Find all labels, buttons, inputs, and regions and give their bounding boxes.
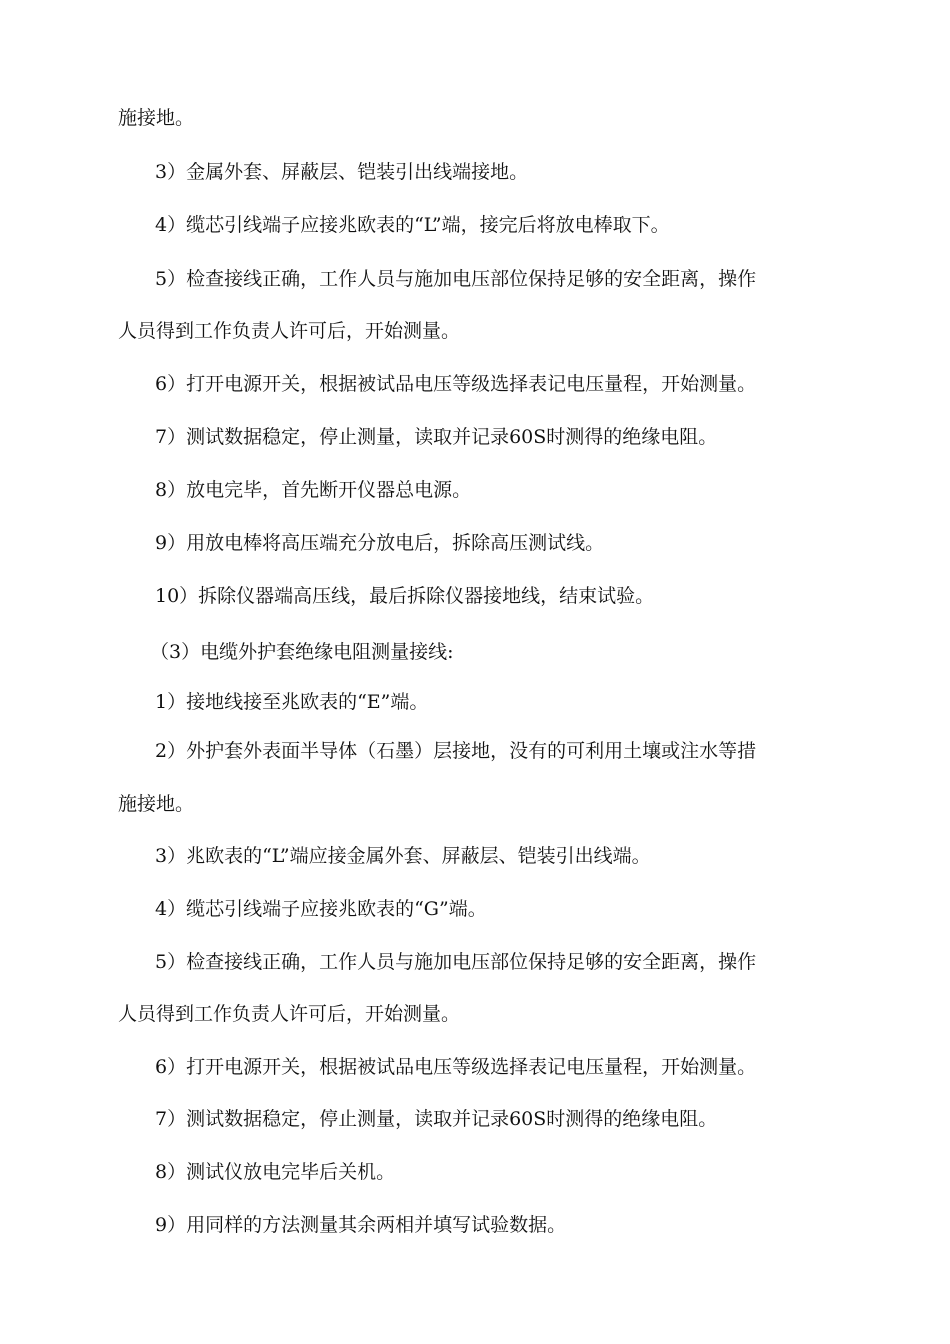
section-heading: （3）电缆外护套绝缘电阻测量接线: xyxy=(150,641,454,663)
paragraph-line: 4）缆芯引线端子应接兆欧表的“G”端。 xyxy=(155,898,487,920)
paragraph-line: 5）检查接线正确，工作人员与施加电压部位保持足够的安全距离，操作 xyxy=(155,268,757,290)
paragraph-line: 1）接地线接至兆欧表的“E”端。 xyxy=(155,691,429,713)
paragraph-line: 8）测试仪放电完毕后关机。 xyxy=(155,1161,396,1183)
paragraph-line: 6）打开电源开关，根据被试品电压等级选择表记电压量程，开始测量。 xyxy=(155,1056,757,1078)
paragraph-line: 施接地。 xyxy=(118,793,195,815)
paragraph-line: 人员得到工作负责人许可后，开始测量。 xyxy=(118,320,461,342)
paragraph-line: 7）测试数据稳定，停止测量，读取并记录60S时测得的绝缘电阻。 xyxy=(155,1108,718,1130)
paragraph-line: 10）拆除仪器端高压线，最后拆除仪器接地线，结束试验。 xyxy=(155,585,655,607)
paragraph-line: 7）测试数据稳定，停止测量，读取并记录60S时测得的绝缘电阻。 xyxy=(155,426,718,448)
paragraph-line: 4）缆芯引线端子应接兆欧表的“L”端，接完后将放电棒取下。 xyxy=(155,214,670,236)
paragraph-line: 8）放电完毕，首先断开仪器总电源。 xyxy=(155,479,472,501)
paragraph-line: 人员得到工作负责人许可后，开始测量。 xyxy=(118,1003,461,1025)
paragraph-line: 3）金属外套、屏蔽层、铠装引出线端接地。 xyxy=(155,161,529,183)
paragraph-line: 3）兆欧表的“L”端应接金属外套、屏蔽层、铠装引出线端。 xyxy=(155,845,651,867)
paragraph-line: 9）用放电棒将高压端充分放电后，拆除高压测试线。 xyxy=(155,532,605,554)
paragraph-line: 5）检查接线正确，工作人员与施加电压部位保持足够的安全距离，操作 xyxy=(155,951,757,973)
paragraph-line: 施接地。 xyxy=(118,107,195,129)
paragraph-line: 2）外护套外表面半导体（石墨）层接地，没有的可利用土壤或注水等措 xyxy=(155,740,757,762)
paragraph-line: 6）打开电源开关，根据被试品电压等级选择表记电压量程，开始测量。 xyxy=(155,373,757,395)
paragraph-line: 9）用同样的方法测量其余两相并填写试验数据。 xyxy=(155,1214,567,1236)
